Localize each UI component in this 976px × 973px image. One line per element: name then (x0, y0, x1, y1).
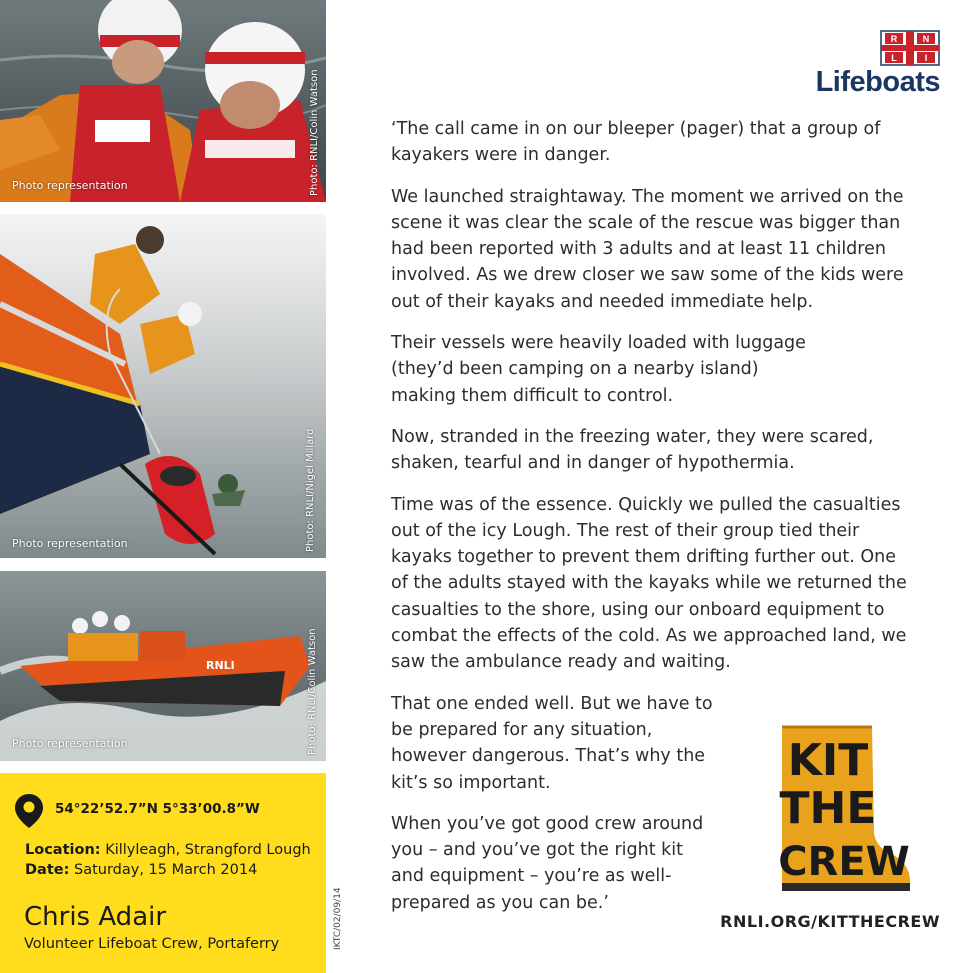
document-code: IKTC/02/09/14 (333, 887, 343, 950)
location-value: Killyleagh, Strangford Lough (105, 842, 311, 858)
campaign-url-link[interactable]: RNLI.ORG/KITTHECREW (720, 912, 940, 931)
flag-letter: I (924, 53, 928, 63)
story-paragraph: Time was of the essence. Quickly we pulled the casualties out of the icy Lough. The rest of their group tied their kayaks together to prevent them drifting further out. One of the adults stayed with the kayaks while we returned the casualties to the shore, using our onboard equipment to combat the effects of the cold. As we approached land, we saw the ambulance ready and waiting. (391, 494, 907, 673)
story-paragraph: That one ended well. But we have to be prepared for any situation, however dangerous. That’s why the kit’s so important. (391, 693, 713, 793)
rnli-lifeboats-logo (810, 30, 940, 98)
flag-letter: R (890, 34, 898, 44)
date-label: Date: (25, 862, 70, 878)
location-pin-icon (14, 793, 44, 829)
photo-caption: Photo representation (12, 537, 128, 550)
flag-letter: L (891, 53, 897, 63)
story-paragraph: ‘The call came in on our bleeper (pager) that a group of kayakers were in danger. (391, 119, 881, 166)
boot-text-line: KIT (787, 735, 869, 786)
boot-text-line: CREW (778, 839, 910, 885)
photo-credit: Photo: RNLI/Nigel Millard (305, 428, 316, 552)
crew-helmets-photo (0, 0, 326, 202)
location-label: Location: (25, 842, 101, 858)
boot-text-line: THE (779, 783, 877, 834)
crew-member-name: Chris Adair (24, 902, 167, 932)
date-line (25, 862, 257, 878)
photo-credit: Photo: RNLI/Colin Watson (309, 69, 320, 196)
coordinates: 54°22’52.7”N 5°33’00.8”W (55, 801, 260, 817)
svg-text:RNLI: RNLI (206, 659, 235, 672)
location-line (25, 842, 311, 858)
photo-credit: Photo: RNLI/Colin Watson (307, 628, 318, 755)
story-paragraph: Their vessels were heavily loaded with luggage (they’d been camping on a nearby island) making them difficult to control. (391, 333, 806, 406)
rnli-flag-icon (880, 30, 940, 66)
crew-member-role: Volunteer Lifeboat Crew, Portaferry (24, 936, 280, 952)
wellington-boot-icon (778, 725, 913, 895)
story-paragraph: Now, stranded in the freezing water, they were scared, shaken, tearful and in danger of hypothermia. (391, 426, 874, 474)
lifeboat-speed-photo (0, 571, 326, 761)
story-paragraph: When you’ve got good crew around you – and you’ve got the right kit and equipment – you’re as well-prepared as you can be.’ (391, 813, 704, 913)
photo-caption: Photo representation (12, 179, 128, 192)
kit-the-crew-boot (778, 725, 913, 895)
date-value: Saturday, 15 March 2014 (74, 862, 258, 878)
kayak-rescue-photo (0, 214, 326, 558)
story-paragraph: We launched straightaway. The moment we arrived on the scene it was clear the scale of the rescue was bigger than had been reported with 3 adults and at least 11 children involved. As we drew closer we saw some of the kids were out of their kayaks and needed immediate help. (391, 186, 904, 312)
left-column (0, 0, 326, 973)
logo-wordmark: Lifeboats (815, 66, 940, 98)
photo-caption: Photo representation (12, 737, 128, 750)
location-panel (0, 773, 326, 973)
flag-letter: N (922, 34, 930, 44)
